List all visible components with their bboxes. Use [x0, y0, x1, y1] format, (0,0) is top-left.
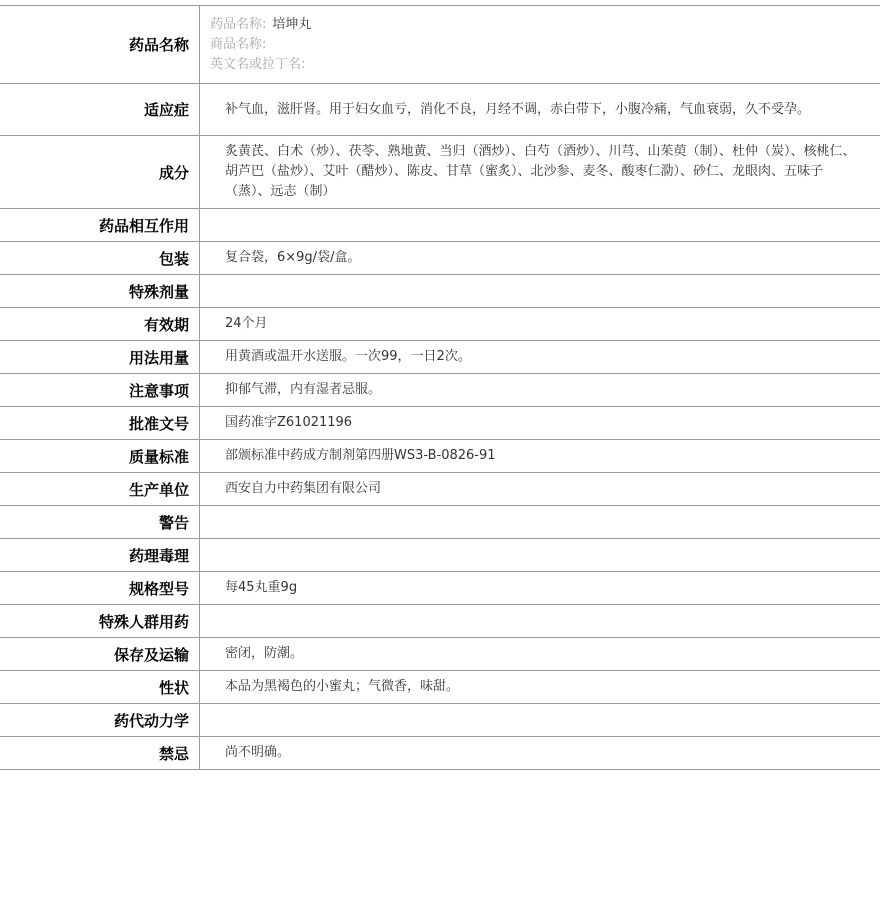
row-label: 成分: [0, 136, 200, 208]
row-value-text: 补气血，滋肝肾。用于妇女血亏，消化不良，月经不调，赤白带下，小腹冷痛，气血衰弱，久不受孕。: [225, 101, 811, 117]
row-indications: [0, 84, 880, 136]
english-name-line: [210, 55, 311, 75]
row-value: [200, 341, 880, 373]
row-storage-transport: [0, 638, 880, 671]
row-label: 警告: [0, 506, 200, 538]
row-special-dosage: [0, 275, 880, 308]
row-label: 批准文号: [0, 407, 200, 439]
row-label: 特殊人群用药: [0, 605, 200, 637]
drug-names-cell: [200, 6, 880, 83]
row-value: [200, 242, 880, 274]
row-pharmacokinetics: [0, 704, 880, 737]
row-value-text: 抑郁气滞，内有湿者忌服。: [225, 382, 382, 397]
row-label: 药品相互作用: [0, 209, 200, 241]
row-label: 禁忌: [0, 737, 200, 769]
row-value-text: 每45丸重9g: [225, 580, 298, 595]
row-ingredients: [0, 136, 880, 209]
row-value: [200, 506, 880, 538]
row-label: 适应症: [0, 84, 200, 135]
row-contraindications: [0, 737, 880, 770]
row-value-text: 密闭，防潮。: [225, 646, 304, 661]
row-value: [200, 704, 880, 736]
row-usage-dosage: [0, 341, 880, 374]
row-label: 有效期: [0, 308, 200, 340]
row-label: 药理毒理: [0, 539, 200, 571]
row-value: [200, 572, 880, 604]
row-value-text: 西安自力中药集团有限公司: [225, 481, 382, 496]
row-specification: [0, 572, 880, 605]
row-value-text: 本品为黑褐色的小蜜丸；气微香，味甜。: [225, 679, 460, 694]
row-description: [0, 671, 880, 704]
row-value-text: 用黄酒或温开水送服。一次99，一日2次。: [225, 349, 471, 364]
row-label: 保存及运输: [0, 638, 200, 670]
row-value: [200, 209, 880, 241]
english-name-key: 英文名或拉丁名:: [210, 56, 306, 72]
row-label: 注意事项: [0, 374, 200, 406]
drug-info-table: [0, 5, 880, 770]
row-value-text: 炙黄芪、白术（炒）、茯苓、熟地黄、当归（酒炒）、白芍（酒炒）、川芎、山茱萸（制）、杜仲（炭）、核桃仁、胡芦巴（盐炒）、艾叶（醋炒）、陈皮、甘草（蜜炙）、北沙参、麦冬、酸枣仁泐）、砂仁、龙眼肉、五味子（蒸）、远志（制）: [225, 144, 856, 199]
row-value: [200, 539, 880, 571]
row-value: [200, 374, 880, 406]
row-value-text: 部颁标准中药成方制剂第四册WS3-B-0826-91: [225, 448, 496, 463]
drug-name-key: 药品名称:: [210, 16, 267, 32]
row-label: 药代动力学: [0, 704, 200, 736]
row-value: [200, 136, 880, 208]
row-value: [200, 737, 880, 769]
row-special-populations: [0, 605, 880, 638]
row-value-text: 尚不明确。: [225, 745, 291, 760]
row-label: 药品名称: [0, 6, 200, 83]
row-quality-standard: [0, 440, 880, 473]
drug-name-value: 培坤丸: [272, 16, 312, 32]
row-warning: [0, 506, 880, 539]
row-value-text: 国药准字Z61021196: [225, 415, 353, 430]
row-precautions: [0, 374, 880, 407]
trade-name-line: [210, 35, 272, 55]
row-label: 规格型号: [0, 572, 200, 604]
row-manufacturer: [0, 473, 880, 506]
row-value: [200, 671, 880, 703]
row-drug-names: [0, 6, 880, 84]
row-value-text: 24个月: [225, 316, 268, 331]
row-label: 包装: [0, 242, 200, 274]
row-label: 质量标准: [0, 440, 200, 472]
row-value-text: 复合袋，6×9g/袋/盒。: [225, 250, 361, 265]
row-value: [200, 473, 880, 505]
trade-name-key: 商品名称:: [210, 36, 267, 52]
row-interactions: [0, 209, 880, 242]
row-value: [200, 440, 880, 472]
row-label: 特殊剂量: [0, 275, 200, 307]
row-value: [200, 638, 880, 670]
row-label: 用法用量: [0, 341, 200, 373]
row-value: [200, 308, 880, 340]
row-pharmacology: [0, 539, 880, 572]
row-value: [200, 275, 880, 307]
row-value: [200, 84, 880, 135]
row-shelf-life: [0, 308, 880, 341]
row-approval-number: [0, 407, 880, 440]
drug-name-line: [210, 15, 311, 35]
row-packaging: [0, 242, 880, 275]
row-value: [200, 407, 880, 439]
row-label: 性状: [0, 671, 200, 703]
row-value: [200, 605, 880, 637]
row-label: 生产单位: [0, 473, 200, 505]
